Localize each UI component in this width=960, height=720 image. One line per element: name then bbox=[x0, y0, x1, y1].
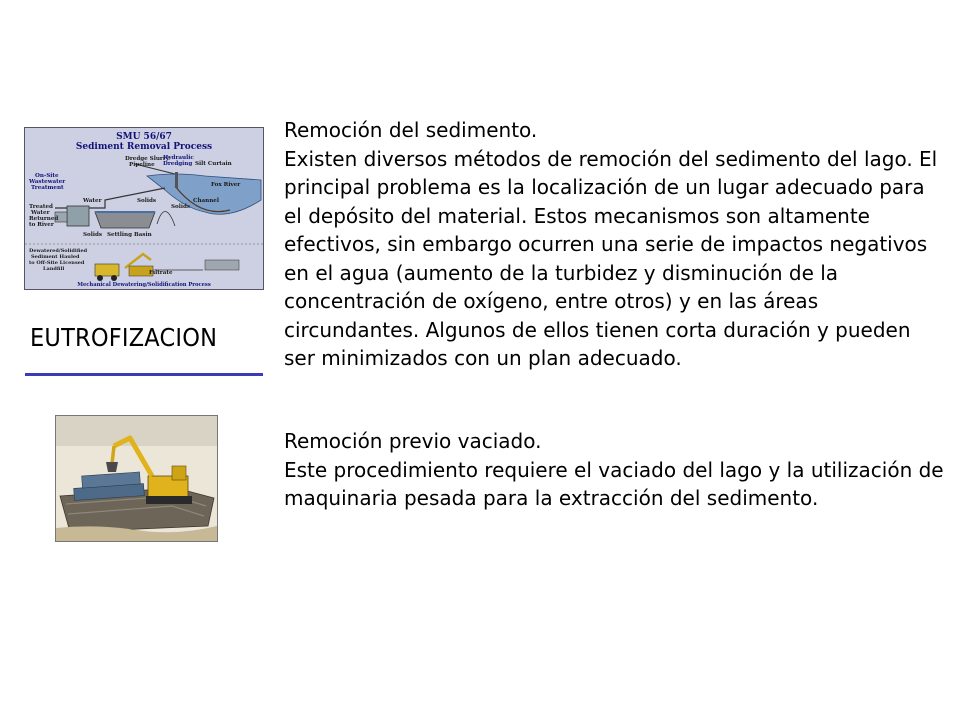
label-solids-tag-3: Solids bbox=[83, 232, 103, 238]
label-channel: Channel bbox=[193, 198, 219, 204]
label-water-tag: Water bbox=[83, 198, 102, 204]
label-treatment: Treatment bbox=[31, 185, 64, 191]
label-filtrate: Filtrate bbox=[149, 270, 173, 276]
paragraph-2-heading: Remoción previo vaciado. bbox=[284, 429, 542, 453]
label-to-river: to River bbox=[29, 222, 54, 228]
excavator-photo bbox=[55, 415, 218, 542]
label-dewatered-1: Dewatered/Solidified bbox=[29, 248, 88, 254]
paragraph-sediment-removal bbox=[284, 116, 944, 373]
label-water: Water bbox=[31, 210, 50, 216]
label-solids-tag-2: Solids bbox=[171, 204, 191, 210]
label-dewatered-2: Sediment Hauled bbox=[31, 254, 80, 260]
sediment-process-diagram bbox=[24, 127, 264, 290]
label-dewatered-4: Landfill bbox=[43, 266, 65, 272]
paragraph-prior-draining bbox=[284, 427, 944, 513]
label-hydraulic: Hydraulic bbox=[163, 155, 194, 161]
paragraph-1-heading: Remoción del sedimento. bbox=[284, 118, 538, 142]
label-wastewater: Wastewater bbox=[29, 179, 66, 185]
diagram-header-line2: Sediment Removal Process bbox=[75, 142, 213, 152]
label-dredge-slurry: Dredge Slurry bbox=[125, 156, 170, 162]
label-on-site: On-Site bbox=[35, 173, 59, 179]
label-settling-basin: Settling Basin bbox=[107, 232, 152, 238]
page-title: EUTROFIZACION bbox=[30, 323, 218, 352]
label-fox-river: Fox River bbox=[211, 182, 241, 188]
label-pipeline: Pipeline bbox=[129, 162, 155, 168]
diagram-header-line1: SMU 56/67 bbox=[116, 132, 172, 142]
label-solids-tag-1: Solids bbox=[137, 198, 157, 204]
excavator-barge-photo-icon bbox=[56, 416, 217, 541]
title-underline bbox=[25, 373, 263, 376]
label-returned: Returned bbox=[29, 216, 59, 222]
label-footer: Mechanical Dewatering/Solidification Process bbox=[77, 282, 211, 288]
label-dewatered-3: to Off-Site Licensed bbox=[29, 260, 85, 266]
label-dredging: Dredging bbox=[163, 161, 193, 167]
paragraph-2-body: Este procedimiento requiere el vaciado del lago y la utilización de maquinaria pesada para la extracción del sedimento. bbox=[284, 457, 944, 510]
process-diagram-icon bbox=[25, 128, 263, 289]
paragraph-1-body: Existen diversos métodos de remoción del sedimento del lago. El principal problema es la localización de un lugar adecuado para el depósito del material. Estos mecanismos son altamente efectivos, sin embargo ocurren una serie de impactos negativos en el agua (aumento de la turbidez y disminución de la concentración de oxígeno, entre otros) y en las áreas circundantes. Algunos de ellos tienen corta duración y pueden ser minimizados con un plan adecuado. bbox=[284, 146, 938, 370]
label-silt-curtain: Silt Curtain bbox=[195, 161, 232, 167]
label-treated: Treated bbox=[29, 204, 53, 210]
